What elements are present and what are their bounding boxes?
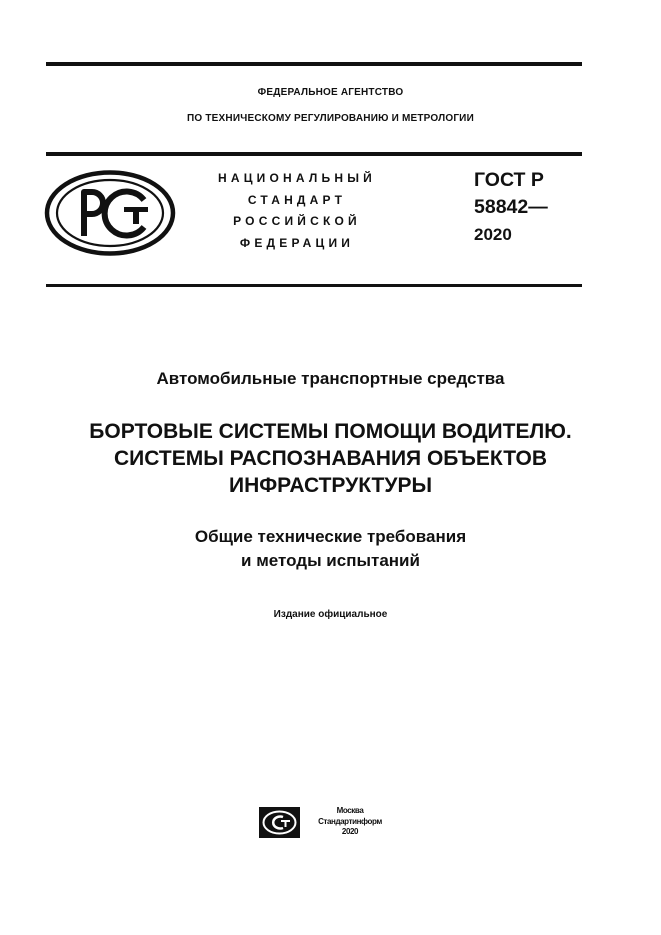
document-category: Автомобильные транспортные средства (156, 369, 505, 388)
header-bottom-rule (46, 284, 582, 287)
standard-number (474, 167, 548, 248)
standard-number-year: 2020 (474, 225, 512, 244)
standard-number-line: ГОСТ Р (474, 169, 544, 191)
publisher-year: 2020 (341, 827, 359, 836)
national-standard-label (190, 168, 404, 254)
rst-logo-emblem (44, 170, 176, 256)
subtitle-line: и методы испытаний (241, 551, 420, 570)
agency-line-2: ПО ТЕХНИЧЕСКОМУ РЕГУЛИРОВАНИЮ И МЕТРОЛОГИИ (187, 113, 474, 124)
main-title-line: СИСТЕМЫ РАСПОЗНАВАНИЯ ОБЪЕКТОВ (113, 447, 548, 470)
publisher-name: Стандартинформ (318, 816, 382, 826)
subtitle-line: Общие технические требования (194, 527, 467, 546)
publisher-city: Москва (336, 806, 364, 815)
document-subtitle (0, 525, 661, 573)
header-top-rule (46, 152, 582, 156)
national-standard-line: СТАНДАРТ (247, 192, 347, 207)
top-rule (46, 62, 582, 66)
main-title-line: ИНФРАСТРУКТУРЫ (228, 474, 433, 497)
standard-number-line: 58842— (474, 196, 548, 218)
standartinform-logo (259, 807, 300, 838)
edition-label: Издание официальное (273, 609, 388, 620)
main-title-line: БОРТОВЫЕ СИСТЕМЫ ПОМОЩИ ВОДИТЕЛЮ. (89, 420, 572, 443)
national-standard-line: ФЕДЕРАЦИИ (239, 235, 355, 250)
document-main-title (0, 418, 661, 499)
national-standard-line: РОССИЙСКОЙ (233, 214, 361, 228)
agency-line-1: ФЕДЕРАЛЬНОЕ АГЕНТСТВО (257, 87, 404, 98)
national-standard-line: НАЦИОНАЛЬНЫЙ (217, 171, 377, 185)
publisher-info (300, 806, 400, 838)
